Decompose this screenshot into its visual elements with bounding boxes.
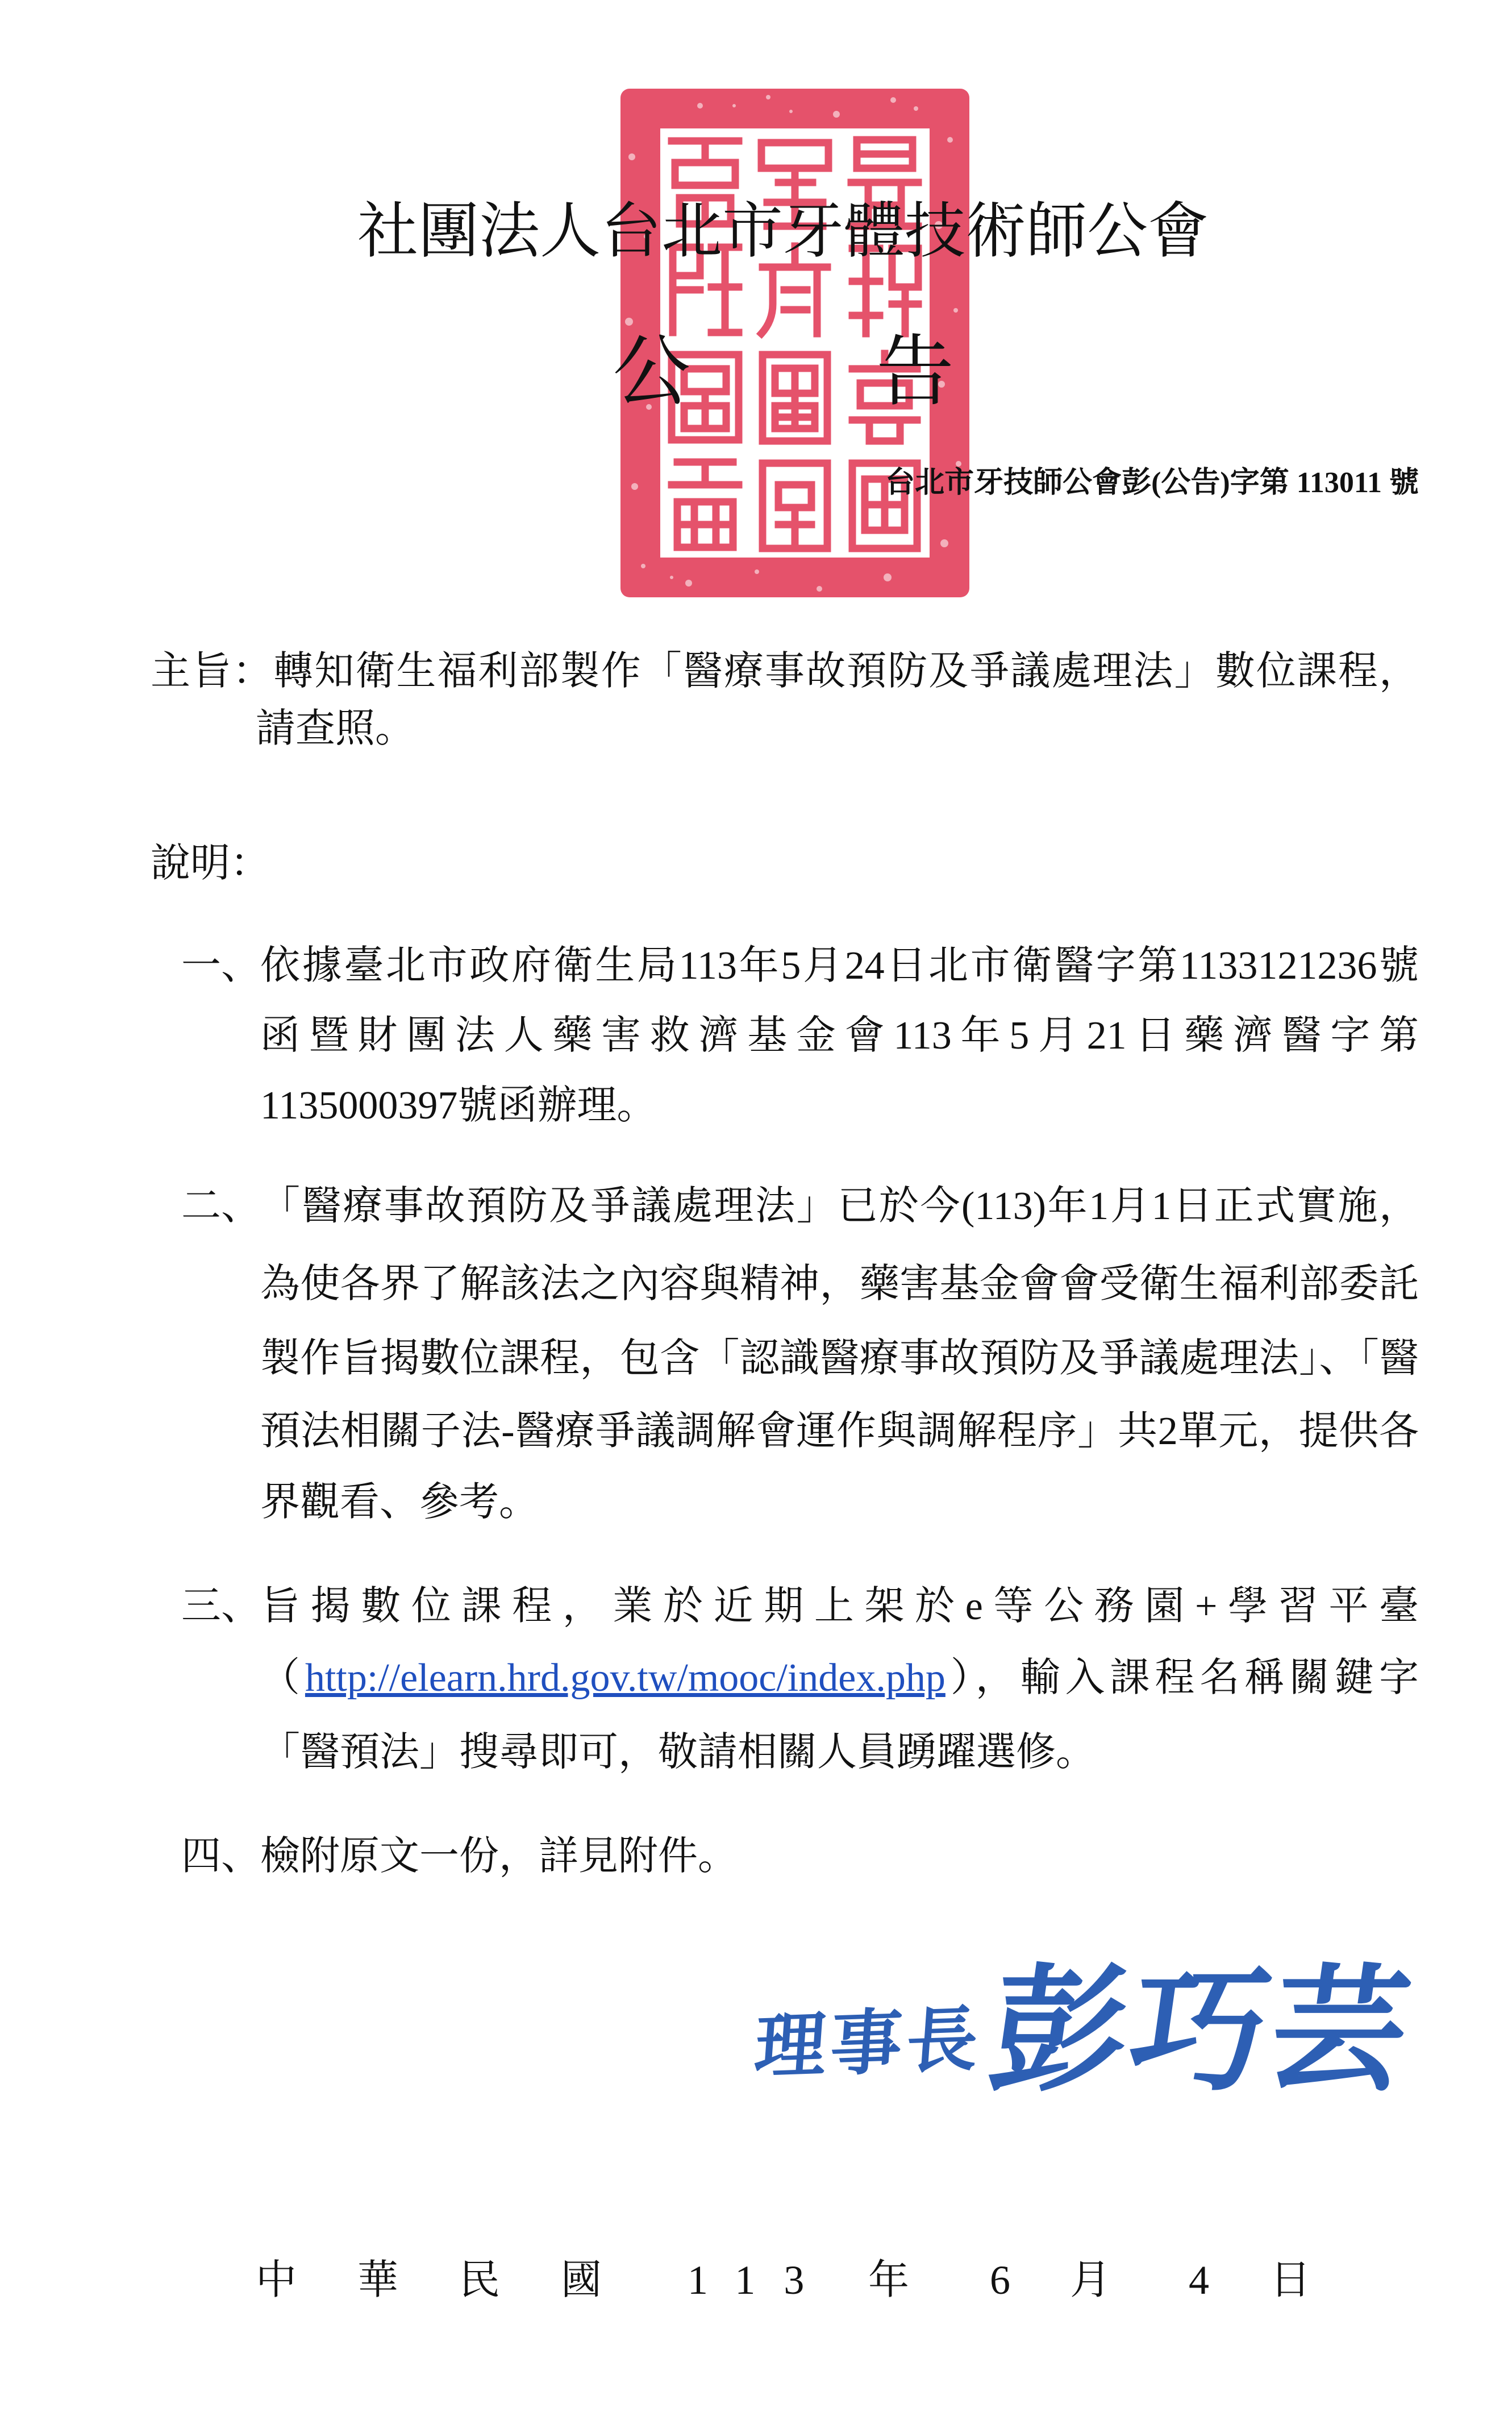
subject-label: 主旨： bbox=[151, 650, 274, 693]
item-line: 依據臺北市政府衛生局113年5月24日北市衛醫字第1133121236號 bbox=[260, 944, 1419, 988]
org-title: 社團法人台北市牙體技術師公會 bbox=[357, 198, 1209, 265]
elearn-url-link[interactable]: http://elearn.hrd.gov.tw/mooc/index.php bbox=[305, 1656, 945, 1700]
item-line bbox=[260, 1658, 1419, 1699]
item-line: 旨揭數位課程，業於近期上架於e等公務園+學習平臺 bbox=[260, 1584, 1419, 1628]
item-line: 「醫預法」搜尋即可，敬請相關人員踴躍選修。 bbox=[260, 1731, 1096, 1774]
item-line: 檢附原文一份，詳見附件。 bbox=[260, 1835, 738, 1878]
notice-heading-char: 告 bbox=[876, 329, 955, 415]
date-day: 4 bbox=[1189, 2257, 1209, 2303]
url-open-paren: （ bbox=[260, 1656, 305, 1700]
url-trailing-text: ），輸入課程名稱關鍵字 bbox=[945, 1656, 1419, 1700]
date-month-unit: 月 bbox=[1070, 2257, 1111, 2303]
item-marker: 三、 bbox=[181, 1584, 261, 1628]
item-line: 1135000397號函辦理。 bbox=[260, 1084, 657, 1128]
item-line: 預法相關子法-醫療爭議調解會運作與調解程序」共2單元，提供各 bbox=[260, 1409, 1419, 1453]
date-era: 中華民國 bbox=[256, 2257, 663, 2303]
item-line: 函暨財團法人藥害救濟基金會113年5月21日藥濟醫字第 bbox=[260, 1014, 1419, 1058]
item-line: 界觀看、參考。 bbox=[260, 1480, 539, 1524]
date-year-unit: 年 bbox=[868, 2257, 910, 2303]
subject-line: 請查照。 bbox=[256, 707, 415, 751]
item-marker: 一、 bbox=[181, 944, 261, 988]
item-line: 為使各界了解該法之內容與精神，藥害基金會會受衛生福利部委託 bbox=[260, 1262, 1419, 1306]
reference-number: 台北市牙技師公會彭(公告)字第 113011 號 bbox=[885, 467, 1419, 499]
item-marker: 二、 bbox=[181, 1184, 261, 1228]
notice-heading-char: 公 bbox=[613, 329, 691, 415]
date-month: 6 bbox=[990, 2257, 1010, 2303]
signature-name: 彭巧芸 bbox=[981, 1956, 1422, 2107]
date-year: 113 bbox=[688, 2257, 833, 2303]
subject-text: 轉知衛生福利部製作「醫療事故預防及爭議處理法」數位課程， bbox=[273, 650, 1419, 693]
signature-title: 理事長 bbox=[752, 2001, 985, 2087]
date-day-unit: 日 bbox=[1270, 2257, 1311, 2303]
item-line: 製作旨揭數位課程，包含「認識醫療事故預防及爭議處理法」、「醫 bbox=[260, 1337, 1419, 1380]
subject-line bbox=[151, 651, 1419, 692]
item-line: 「醫療事故預防及爭議處理法」已於今(113)年1月1日正式實施， bbox=[260, 1184, 1419, 1228]
explanation-label: 說明： bbox=[151, 842, 270, 885]
item-marker: 四、 bbox=[181, 1835, 261, 1878]
